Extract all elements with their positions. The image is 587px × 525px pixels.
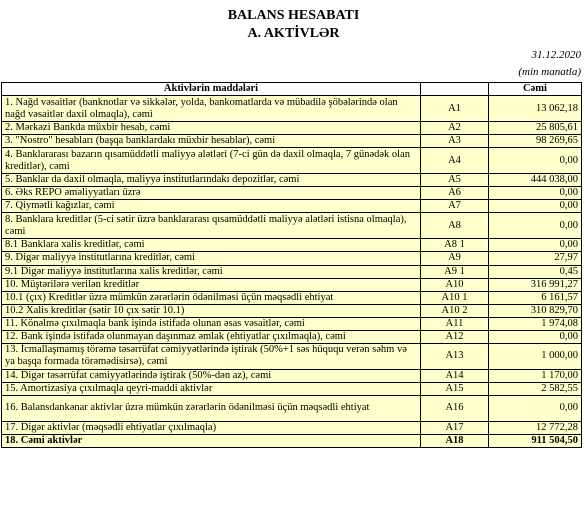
table-row — [2, 330, 582, 343]
table-row — [2, 174, 582, 187]
row-item-name: 17. Digər aktivlər (məqsədli ehtiyatlar çıxılmaqla) — [2, 422, 421, 435]
column-header-items: Aktivlərin maddələri — [2, 83, 421, 96]
row-item-name: 12. Bank işində istifadə olunmayan daşınmaz əmlak (ehtiyatlar çıxılmaqla), cəmi — [2, 330, 421, 343]
row-item-code: A16 — [421, 396, 489, 422]
row-item-code: A12 — [421, 330, 489, 343]
table-row — [2, 135, 582, 148]
row-item-name: 4. Banklararası bazarın qısamüddətli maliyyə alətləri (7-ci gün də daxil olmaqla, 7 günədək olan kreditlər), cəmi — [2, 148, 421, 174]
row-item-code: A10 — [421, 278, 489, 291]
row-item-name: 10.1 (çıx) Kreditlər üzrə mümkün zərərlərin ödənilməsi üçün məqsədli ehtiyat — [2, 291, 421, 304]
row-item-code: A11 — [421, 317, 489, 330]
row-item-name: 5. Banklar da daxil olmaqla, maliyyə institutlarındakı depozitlər, cəmi — [2, 174, 421, 187]
row-item-value: 0,00 — [489, 396, 582, 422]
row-item-code: A18 — [421, 435, 489, 448]
row-item-value: 0,00 — [489, 187, 582, 200]
row-item-value: 25 805,61 — [489, 122, 582, 135]
row-item-value: 316 991,27 — [489, 278, 582, 291]
row-item-value: 2 582,55 — [489, 382, 582, 395]
row-item-code: A13 — [421, 343, 489, 369]
row-item-code: A5 — [421, 174, 489, 187]
row-item-name: 18. Cəmi aktivlər — [2, 435, 421, 448]
table-row — [2, 291, 582, 304]
row-item-name: 8.1 Banklara xalis kreditlər, cəmi — [2, 239, 421, 252]
row-item-value: 6 161,57 — [489, 291, 582, 304]
row-item-code: A4 — [421, 148, 489, 174]
row-item-value: 310 829,70 — [489, 304, 582, 317]
column-header-code — [421, 83, 489, 96]
row-item-value: 0,00 — [489, 200, 582, 213]
row-item-name: 7. Qiymətli kağızlar, cəmi — [2, 200, 421, 213]
currency-unit: (min manatla) — [518, 66, 581, 78]
table-row — [2, 213, 582, 239]
table-row — [2, 122, 582, 135]
table-row — [2, 317, 582, 330]
row-item-name: 3. "Nostro" hesabları (başqa banklardakı müxbir hesablar), cəmi — [2, 135, 421, 148]
row-item-value: 0,00 — [489, 330, 582, 343]
table-row — [2, 239, 582, 252]
row-item-value: 0,45 — [489, 265, 582, 278]
row-item-name: 16. Balansdankənar aktivlər üzrə mümkün zərərlərin ödənilməsi üçün məqsədli ehtiyat — [2, 396, 421, 422]
row-item-value: 911 504,50 — [489, 435, 582, 448]
table-row — [2, 343, 582, 369]
row-item-value: 27,97 — [489, 252, 582, 265]
row-item-value: 0,00 — [489, 239, 582, 252]
row-item-code: A1 — [421, 96, 489, 122]
row-item-value: 98 269,65 — [489, 135, 582, 148]
table-row — [2, 252, 582, 265]
row-item-name: 10.2 Xalis kreditlər (sətir 10 çıx sətir 10.1) — [2, 304, 421, 317]
row-item-value: 0,00 — [489, 148, 582, 174]
table-row-total — [2, 435, 582, 448]
row-item-code: A3 — [421, 135, 489, 148]
row-item-value: 13 062,18 — [489, 96, 582, 122]
row-item-name: 11. Könəlmə çıxılmaqla bank işində istifadə olunan əsas vəsaitlər, cəmi — [2, 317, 421, 330]
table-row — [2, 396, 582, 422]
row-item-name: 14. Digər təsərrüfat cəmiyyətlərində iştirak (50%-dən az), cəmi — [2, 369, 421, 382]
row-item-code: A10 2 — [421, 304, 489, 317]
row-item-code: A14 — [421, 369, 489, 382]
row-item-name: 9. Digər maliyyə institutlarına kreditlər, cəmi — [2, 252, 421, 265]
table-row — [2, 422, 582, 435]
row-item-value: 1 000,00 — [489, 343, 582, 369]
column-header-total: Cəmi — [489, 83, 582, 96]
assets-table — [1, 82, 582, 448]
table-row — [2, 382, 582, 395]
row-item-value: 0,00 — [489, 213, 582, 239]
table-row — [2, 278, 582, 291]
row-item-name: 9.1 Digər maliyyə institutlarına xalis kreditlər, cəmi — [2, 265, 421, 278]
section-title: A. AKTİVLƏR — [247, 26, 340, 41]
row-item-name: 2. Mərkəzi Bankda müxbir hesab, cəmi — [2, 122, 421, 135]
row-item-value: 12 772,28 — [489, 422, 582, 435]
row-item-code: A9 — [421, 252, 489, 265]
row-item-code: A17 — [421, 422, 489, 435]
row-item-name: 10. Müştərilərə verilən kreditlər — [2, 278, 421, 291]
report-date: 31.12.2020 — [531, 49, 581, 61]
table-header-row — [2, 83, 582, 96]
row-item-name: 13. İcmallaşmamış törəmə təsərrüfat cəmiyyətlərində iştirak (50%+1 səs hüququ verən səhm və ya başqa formada törəmədisirsə), cəmi — [2, 343, 421, 369]
table-row — [2, 148, 582, 174]
row-item-code: A10 1 — [421, 291, 489, 304]
row-item-code: A8 — [421, 213, 489, 239]
row-item-code: A8 1 — [421, 239, 489, 252]
row-item-name: 6. Əks REPO əməliyyatları üzrə — [2, 187, 421, 200]
report-title: BALANS HESABATI — [227, 8, 360, 23]
table-row — [2, 304, 582, 317]
row-item-value: 444 038,00 — [489, 174, 582, 187]
row-item-code: A7 — [421, 200, 489, 213]
table-row — [2, 265, 582, 278]
table-row — [2, 96, 582, 122]
row-item-code: A15 — [421, 382, 489, 395]
table-row — [2, 369, 582, 382]
row-item-code: A6 — [421, 187, 489, 200]
row-item-value: 1 170,00 — [489, 369, 582, 382]
row-item-name: 8. Banklara kreditlər (5-ci sətir üzrə banklararası qısamüddətli maliyyə alətləri istisna olmaqla), cəmi — [2, 213, 421, 239]
row-item-name: 1. Nağd vəsaitlər (banknotlar və sikkələr, yolda, bankomatlarda və mübadilə şöbələrində olan nağd vəsaitlər daxil olmaqla), cəmi — [2, 96, 421, 122]
row-item-code: A9 1 — [421, 265, 489, 278]
table-row — [2, 187, 582, 200]
row-item-code: A2 — [421, 122, 489, 135]
row-item-value: 1 974,08 — [489, 317, 582, 330]
table-row — [2, 200, 582, 213]
row-item-name: 15. Amortizasiya çıxılmaqla qeyri-maddi aktivlər — [2, 382, 421, 395]
